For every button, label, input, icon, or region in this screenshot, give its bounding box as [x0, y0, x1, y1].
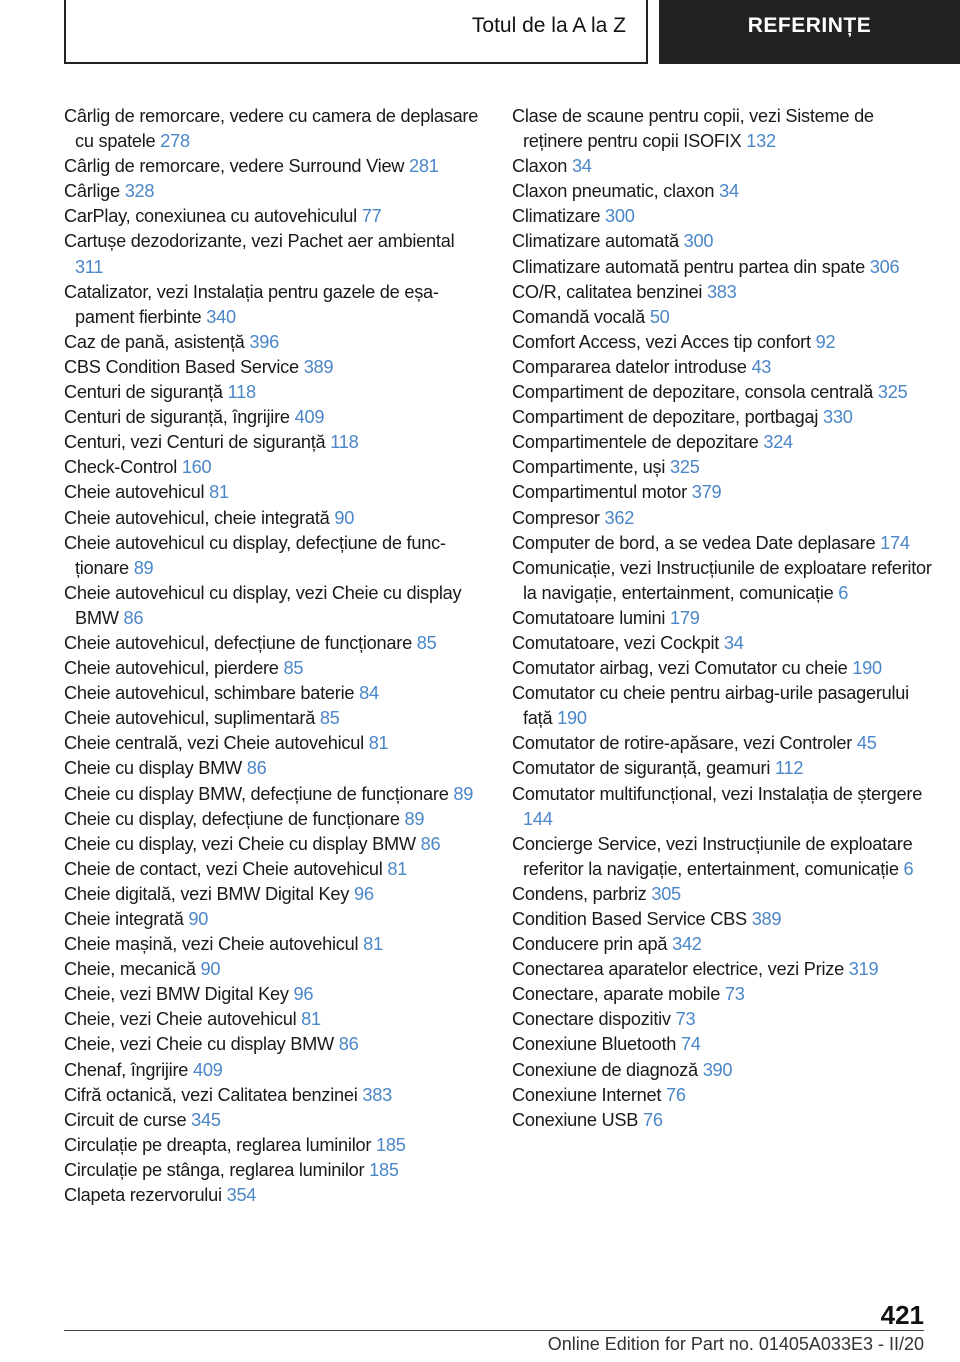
page-reference-link[interactable]: 185 — [376, 1134, 406, 1155]
index-term: Cheie centrală, vezi Cheie autovehicul — [64, 733, 364, 754]
page-reference-link[interactable]: 345 — [191, 1109, 221, 1130]
index-entry — [64, 1032, 484, 1057]
page-reference-link[interactable]: 174 — [880, 532, 910, 553]
index-entry — [512, 204, 932, 229]
index-entry — [512, 556, 932, 606]
chapter-tab — [659, 0, 960, 64]
page-reference-link[interactable]: 76 — [642, 1109, 663, 1130]
index-term: Conexiune Bluetooth — [512, 1034, 677, 1055]
index-entry — [64, 531, 484, 581]
page-reference-link[interactable]: 300 — [605, 206, 635, 227]
index-term: Compartimente, uși — [512, 457, 666, 478]
index-entry — [512, 932, 932, 957]
index-entry — [64, 1183, 484, 1208]
page-reference-link[interactable]: 132 — [746, 131, 776, 152]
page-reference-link[interactable]: 90 — [188, 909, 209, 929]
index-entry — [512, 305, 932, 330]
index-term: Comutatoare, vezi Cockpit — [512, 632, 720, 653]
index-entry — [64, 1133, 484, 1158]
index-term: Compartiment de depozitare, consola centrală — [512, 382, 874, 403]
index-entry — [512, 1032, 932, 1057]
index-term: Conectarea aparatelor electrice, vezi Prize — [512, 959, 844, 980]
index-entry — [64, 380, 484, 405]
page-reference-link[interactable]: 311 — [75, 256, 104, 277]
index-entry — [512, 104, 932, 154]
index-term: Comutator airbag, vezi Comutator cu cheie — [512, 658, 848, 679]
page-reference-link[interactable]: 179 — [670, 607, 700, 628]
index-entry — [512, 782, 932, 832]
index-entry — [64, 229, 484, 279]
index-term: Cheie autovehicul cu display, defecțiune de funcționare — [64, 532, 446, 578]
page-reference-link[interactable]: 118 — [330, 432, 359, 453]
index-term: Circuit de curse — [64, 1109, 187, 1130]
page-reference-link[interactable]: 96 — [353, 883, 374, 904]
page-reference-link[interactable]: 96 — [293, 984, 314, 1005]
index-term: Check-Control — [64, 457, 177, 478]
index-entry — [64, 857, 484, 882]
index-term: Comutator de rotire-apăsare, vezi Controler — [512, 733, 853, 754]
page-reference-link[interactable]: 84 — [359, 683, 379, 704]
index-term: Cheie autovehicul cu display, vezi Cheie cu display BMW — [64, 582, 462, 628]
page-reference-link[interactable]: 90 — [200, 959, 221, 980]
page-reference-link[interactable]: 90 — [334, 507, 355, 528]
index-entry — [64, 631, 484, 656]
index-term: Circulație pe dreapta, reglarea luminilor — [64, 1134, 372, 1155]
index-entry — [64, 907, 484, 932]
index-term: Condition Based Service CBS — [512, 909, 747, 929]
page-reference-link[interactable]: 81 — [301, 1009, 321, 1030]
index-entry — [64, 706, 484, 731]
index-entry — [64, 1007, 484, 1032]
index-term: Comutatoare lumini — [512, 607, 666, 628]
index-entry — [512, 1007, 932, 1032]
index-term: Clase de scaune pentru copii, vezi Sisteme de reținere pentru copii ISOFIX — [512, 106, 874, 152]
index-entry — [64, 1083, 484, 1108]
index-entry — [512, 506, 932, 531]
index-entry — [64, 104, 484, 154]
index-entry — [512, 656, 932, 681]
index-entry — [64, 506, 484, 531]
page-reference-link[interactable]: 342 — [672, 934, 702, 955]
page-reference-link[interactable]: 300 — [683, 231, 714, 252]
index-term: Cheie cu display, defecțiune de funcționare — [64, 808, 400, 829]
index-entry — [512, 606, 932, 631]
index-term: Computer de bord, a se vedea Date deplasare — [512, 532, 876, 553]
page-reference-link[interactable]: 383 — [362, 1084, 392, 1105]
page-reference-link[interactable]: 89 — [453, 783, 474, 804]
index-entry — [64, 455, 484, 480]
index-entry — [64, 807, 484, 832]
index-term: Cheie, vezi Cheie cu display BMW — [64, 1034, 334, 1055]
index-entry — [512, 430, 932, 455]
page-reference-link[interactable]: 77 — [361, 206, 382, 227]
index-term: Caz de pană, asistență — [64, 331, 245, 352]
index-entry — [64, 656, 484, 681]
index-entry — [512, 957, 932, 982]
page-reference-link[interactable]: 306 — [869, 256, 900, 277]
page-reference-link[interactable]: 86 — [420, 833, 441, 854]
page-reference-link[interactable]: 89 — [133, 557, 154, 578]
index-term: Centuri, vezi Centuri de siguranță — [64, 432, 326, 453]
index-term: Cheie, vezi BMW Digital Key — [64, 984, 289, 1005]
index-term: Comfort Access, vezi Acces tip confort — [512, 331, 811, 352]
index-entry — [512, 154, 932, 179]
index-term: Claxon pneumatic, claxon — [512, 181, 715, 202]
page-reference-link[interactable]: 389 — [751, 909, 782, 929]
page-reference-link[interactable]: 325 — [670, 457, 700, 478]
index-term: Cheie digitală, vezi BMW Digital Key — [64, 883, 350, 904]
page-reference-link[interactable]: 160 — [181, 457, 212, 478]
index-entry — [64, 1058, 484, 1083]
index-term: Cheie cu display BMW, defecțiune de funcționare — [64, 783, 449, 804]
index-term: Comunicație, vezi Instrucțiunile de exploatare referitor la navigație, entertainment, comunicație — [512, 557, 932, 603]
page-reference-link[interactable]: 190 — [557, 708, 587, 729]
page-reference-link[interactable]: 73 — [724, 984, 745, 1005]
index-entry — [64, 681, 484, 706]
index-entry — [64, 731, 484, 756]
index-column-left — [64, 104, 484, 1208]
page-reference-link[interactable]: 74 — [680, 1034, 701, 1055]
page-reference-link[interactable]: 118 — [227, 382, 256, 403]
page-reference-link[interactable]: 379 — [691, 482, 722, 503]
index-term: Cheie, vezi Cheie autovehicul — [64, 1009, 297, 1030]
index-term: Cârlig de remorcare, vedere Surround View — [64, 156, 405, 177]
page-reference-link[interactable]: 86 — [246, 758, 267, 779]
index-term: Conducere prin apă — [512, 934, 668, 955]
page-reference-link[interactable]: 396 — [249, 331, 279, 352]
index-entry — [64, 1108, 484, 1133]
index-column-right — [512, 104, 932, 1133]
page-reference-link[interactable]: 340 — [206, 306, 236, 327]
index-term: Conexiune de diagnoză — [512, 1059, 698, 1080]
index-entry — [64, 932, 484, 957]
index-entry — [512, 355, 932, 380]
index-entry — [512, 455, 932, 480]
index-entry — [512, 756, 932, 781]
index-term: Climatizare automată — [512, 231, 679, 252]
index-entry — [64, 280, 484, 330]
index-entry — [512, 631, 932, 656]
page-reference-link[interactable]: 354 — [226, 1185, 257, 1206]
index-entry — [512, 731, 932, 756]
page-reference-link[interactable]: 81 — [363, 934, 383, 955]
page-reference-link[interactable]: 85 — [319, 708, 340, 729]
index-term: Compararea datelor introduse — [512, 356, 747, 377]
page-reference-link[interactable]: 86 — [123, 607, 144, 628]
index-entry — [64, 982, 484, 1007]
index-term: Cheie autovehicul — [64, 482, 205, 503]
page-reference-link[interactable]: 185 — [369, 1159, 399, 1180]
index-term: Chenaf, îngrijire — [64, 1059, 189, 1080]
index-entry — [512, 405, 932, 430]
index-term: Cheie de contact, vezi Cheie autovehicul — [64, 858, 383, 879]
index-term: Comutator multifuncțional, vezi Instalația de ștergere — [512, 783, 923, 804]
page-reference-link[interactable]: 43 — [751, 356, 772, 377]
page-reference-link[interactable]: 85 — [283, 658, 304, 679]
page-reference-link[interactable]: 328 — [124, 181, 155, 202]
index-term: Cheie cu display, vezi Cheie cu display BMW — [64, 833, 416, 854]
index-term: Concierge Service, vezi Instrucțiunile de exploatare referitor la navigație, entertainment, comunicație — [512, 833, 913, 879]
page-reference-link[interactable]: 76 — [666, 1084, 686, 1105]
index-entry — [512, 1058, 932, 1083]
index-term: Compartimentul motor — [512, 482, 687, 503]
index-entry — [64, 330, 484, 355]
index-term: Cârlige — [64, 181, 120, 202]
index-term: CarPlay, conexiunea cu autovehiculul — [64, 206, 357, 227]
index-entry — [64, 782, 484, 807]
index-entry — [64, 430, 484, 455]
index-entry — [64, 1158, 484, 1183]
index-term: Conectare, aparate mobile — [512, 984, 721, 1005]
page-reference-link[interactable]: 81 — [368, 733, 389, 754]
index-entry — [512, 480, 932, 505]
page-reference-link[interactable]: 319 — [848, 959, 879, 980]
index-term: Cheie mașină, vezi Cheie autovehicul — [64, 934, 359, 955]
page-reference-link[interactable]: 89 — [404, 808, 425, 829]
page-reference-link[interactable]: 389 — [303, 356, 334, 377]
index-entry — [64, 581, 484, 631]
page-reference-link[interactable]: 390 — [702, 1059, 733, 1080]
index-term: Cârlig de remorcare, vedere cu camera de deplasare cu spatele — [64, 106, 479, 152]
page-reference-link[interactable]: 362 — [604, 507, 635, 528]
index-term: Centuri de siguranță, îngrijire — [64, 407, 290, 428]
index-entry — [512, 531, 932, 556]
index-entry — [64, 832, 484, 857]
index-entry — [64, 154, 484, 179]
section-tab — [64, 0, 648, 64]
page-reference-link[interactable]: 325 — [877, 382, 908, 403]
page-reference-link[interactable]: 81 — [209, 482, 229, 503]
index-term: Cheie cu display BMW — [64, 758, 242, 779]
index-term: Compresor — [512, 507, 600, 528]
index-term: Climatizare automată pentru partea din spate — [512, 256, 865, 277]
index-term: Condens, parbriz — [512, 883, 647, 904]
page-reference-link[interactable]: 81 — [387, 858, 408, 879]
page-number: 421 — [880, 1300, 924, 1330]
index-entry — [64, 179, 484, 204]
index-entry — [512, 330, 932, 355]
index-entry — [512, 1083, 932, 1108]
index-term: Cheie autovehicul, cheie integrată — [64, 507, 330, 528]
index-entry — [512, 380, 932, 405]
page-reference-link[interactable]: 144 — [523, 808, 553, 829]
footer-divider — [64, 1330, 924, 1331]
page-reference-link[interactable]: 330 — [823, 407, 853, 428]
index-entry — [512, 229, 932, 254]
page-reference-link[interactable]: 86 — [338, 1034, 359, 1055]
page-reference-link[interactable]: 34 — [571, 156, 592, 177]
index-entry — [512, 907, 932, 932]
index-term: Cheie autovehicul, pierdere — [64, 658, 279, 679]
index-entry — [64, 355, 484, 380]
page-reference-link[interactable]: 409 — [294, 407, 325, 428]
index-entry — [512, 882, 932, 907]
index-entry — [512, 832, 932, 882]
page-reference-link[interactable]: 112 — [774, 758, 804, 779]
page-reference-link[interactable]: 324 — [763, 432, 793, 453]
page-reference-link[interactable]: 6 — [903, 858, 914, 879]
index-entry — [64, 405, 484, 430]
page-reference-link[interactable]: 85 — [416, 632, 437, 653]
index-term: Cartușe dezodorizante, vezi Pachet aer ambiental — [64, 231, 455, 252]
index-term: CO/R, calitatea benzinei — [512, 281, 703, 302]
index-term: Cheie autovehicul, suplimentară — [64, 708, 316, 729]
index-term: Catalizator, vezi Instalația pentru gazele de eșapament fierbinte — [64, 281, 439, 327]
page-reference-link[interactable]: 383 — [706, 281, 737, 302]
index-entry — [64, 882, 484, 907]
page-reference-link[interactable]: 34 — [719, 181, 739, 202]
page-reference-link[interactable]: 50 — [649, 306, 670, 327]
index-term: Comutator de siguranță, geamuri — [512, 758, 771, 779]
index-term: Circulație pe stânga, reglarea luminilor — [64, 1159, 365, 1180]
index-entry — [64, 957, 484, 982]
index-term: Compartiment de depozitare, portbagaj — [512, 407, 819, 428]
index-entry — [512, 255, 932, 280]
index-entry — [512, 179, 932, 204]
index-term: Clapeta rezervorului — [64, 1185, 222, 1206]
page-reference-link[interactable]: 281 — [409, 156, 439, 177]
page-reference-link[interactable]: 73 — [675, 1009, 696, 1030]
index-term: Cifră octanică, vezi Calitatea benzinei — [64, 1084, 358, 1105]
section-title: Totul de la A la Z — [471, 14, 626, 37]
index-term: Centuri de siguranță — [64, 382, 223, 403]
page-reference-link[interactable]: 409 — [192, 1059, 223, 1080]
index-term: Cheie autovehicul, schimbare baterie — [64, 683, 355, 704]
page-reference-link[interactable]: 6 — [838, 582, 849, 603]
index-term: Conectare dispozitiv — [512, 1009, 671, 1030]
index-entry — [512, 681, 932, 731]
page-reference-link[interactable]: 278 — [160, 131, 190, 152]
index-term: Comandă vocală — [512, 306, 645, 327]
page-reference-link[interactable]: 305 — [651, 883, 681, 904]
index-term: Cheie, mecanică — [64, 959, 196, 980]
page-reference-link[interactable]: 34 — [723, 632, 744, 653]
index-entry — [512, 982, 932, 1007]
index-term: CBS Condition Based Service — [64, 356, 299, 377]
index-entry — [512, 1108, 932, 1133]
chapter-title: REFERINȚE — [747, 14, 872, 37]
index-entry — [64, 204, 484, 229]
index-term: Conexiune Internet — [512, 1084, 662, 1105]
index-term: Cheie autovehicul, defecțiune de funcționare — [64, 632, 412, 653]
index-entry — [64, 480, 484, 505]
index-term: Cheie integrată — [64, 909, 184, 929]
index-term: Comutator cu cheie pentru airbag-urile pasagerului față — [512, 683, 909, 729]
index-entry — [512, 280, 932, 305]
page-reference-link[interactable]: 45 — [856, 733, 877, 754]
index-entry — [64, 756, 484, 781]
index-term: Climatizare — [512, 206, 601, 227]
page-reference-link[interactable]: 92 — [815, 331, 836, 352]
edition-footer: Online Edition for Part no. 01405A033E3 - II/20 — [547, 1334, 924, 1354]
page-reference-link[interactable]: 190 — [852, 658, 882, 679]
index-term: Compartimentele de depozitare — [512, 432, 759, 453]
index-term: Conexiune USB — [512, 1109, 639, 1130]
index-term: Claxon — [512, 156, 568, 177]
